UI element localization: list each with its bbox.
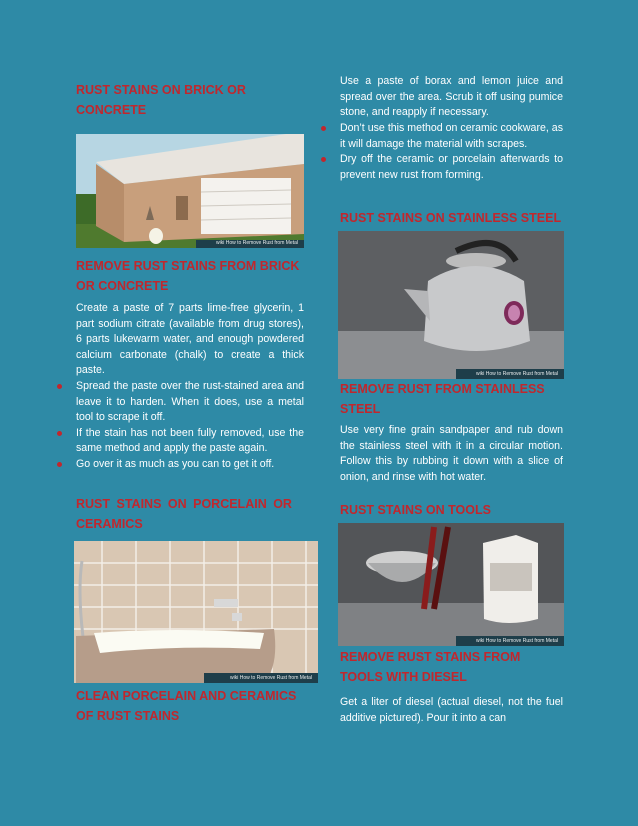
list-item-text: Don’t use this method on ceramic cookware, as it will damage the material with scrapes. [340, 122, 563, 150]
paragraph-sandpaper: Use very fine grain sandpaper and rub down the stainless steel with it in a circular motion. Follow this by rubbing it down with a slice of onion, and rinse with hot water. [340, 424, 563, 483]
paragraph-brick-paste: Create a paste of 7 parts lime-free glycerin, 1 part sodium citrate (available from drug stores), 6 parts lukewarm water, and enough powdered calcium carbonate (chalk) to create a thick paste. [76, 302, 304, 377]
tools-image [338, 523, 564, 646]
image-watermark: wiki How to Remove Rust from Metal [230, 675, 312, 681]
heading-rust-porcelain: RUST STAINS ON PORCELAIN OR CERAMICS [76, 497, 292, 531]
image-watermark: wiki How to Remove Rust from Metal [216, 240, 298, 246]
heading-rust-stainless: RUST STAINS ON STAINLESS STEEL [340, 211, 562, 225]
list-item-text: If the stain has not been fully removed, use the same method and apply the paste again. [76, 426, 304, 455]
paragraph-borax-paste: Use a paste of borax and lemon juice and spread over the area. Scrub it off using pumice stone, and reapply if necessary. [340, 75, 563, 119]
bullet-icon [57, 431, 62, 436]
heading-remove-stainless: REMOVE RUST FROM STAINLESS STEEL [340, 382, 545, 416]
list-item [340, 121, 563, 152]
heading-remove-brick: REMOVE RUST STAINS FROM BRICK OR CONCRETE [76, 259, 300, 293]
list-item-text: Spread the paste over the rust-stained area and leave it to harden. When it does, use a metal tool to scrape it off. [76, 380, 304, 424]
bullet-icon [57, 462, 62, 467]
bullet-icon [57, 384, 62, 389]
image-watermark: wiki How to Remove Rust from Metal [476, 638, 558, 644]
heading-rust-brick: RUST STAINS ON BRICK OR CONCRETE [76, 83, 246, 117]
garage-illustration [76, 134, 304, 248]
bullet-icon [321, 157, 326, 162]
kettle-image [338, 231, 564, 379]
bullet-icon [321, 126, 326, 131]
list-item [76, 426, 304, 457]
list-item-text: Dry off the ceramic or porcelain afterwards to prevent new rust from forming. [340, 153, 563, 181]
heading-clean-porcelain: CLEAN PORCELAIN AND CERAMICS OF RUST STAINS [76, 689, 297, 723]
heading-rust-tools: RUST STAINS ON TOOLS [340, 503, 491, 517]
bathtub-illustration [74, 541, 318, 683]
list-brick-steps [76, 379, 304, 473]
kettle-illustration [338, 231, 564, 379]
list-item-text: Go over it as much as you can to get it off. [76, 457, 275, 470]
tools-illustration [338, 523, 564, 646]
list-item [340, 152, 563, 183]
list-porcelain-tips [340, 121, 563, 183]
garage-image [76, 134, 304, 248]
paragraph-diesel: Get a liter of diesel (actual diesel, not the fuel additive pictured). Pour it into a can [340, 696, 563, 724]
list-item [76, 379, 304, 426]
heading-remove-tools: REMOVE RUST STAINS FROM TOOLS WITH DIESEL [340, 650, 521, 684]
image-watermark: wiki How to Remove Rust from Metal [476, 371, 558, 377]
bathtub-image [74, 541, 318, 683]
list-item [76, 457, 304, 473]
